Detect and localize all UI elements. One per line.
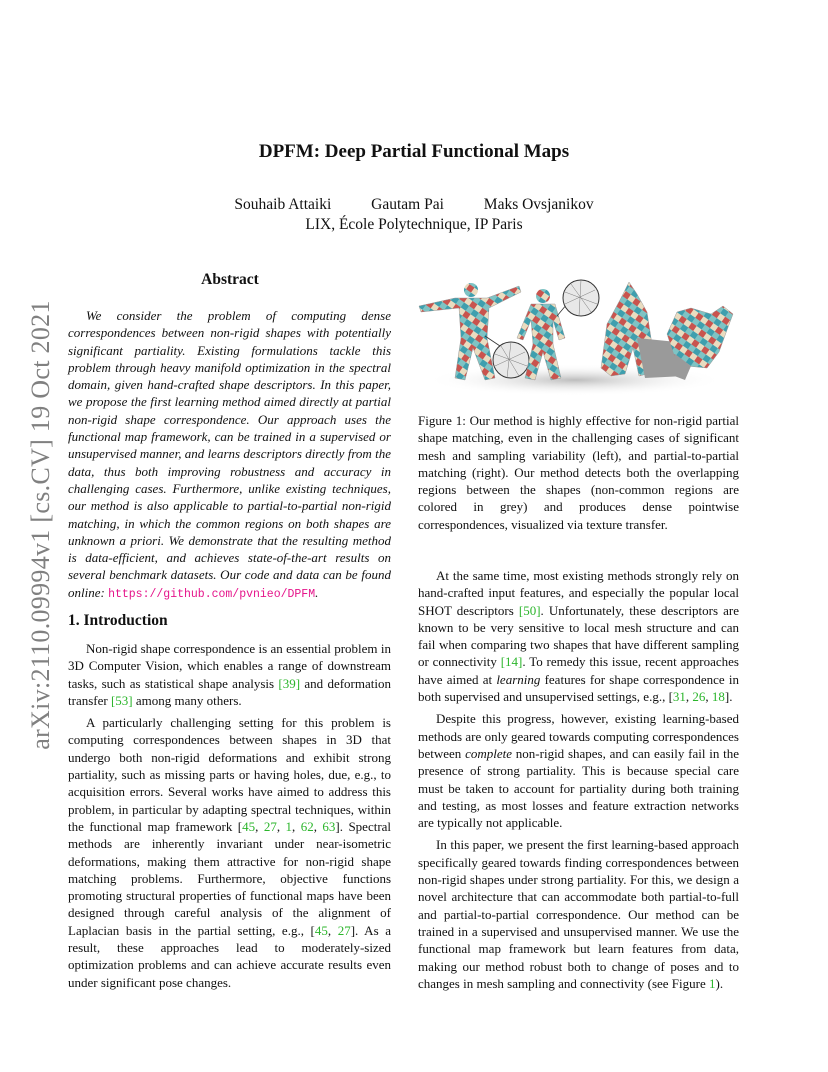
figure-1-image [415, 268, 740, 396]
arxiv-id: arXiv:2110.09994v1 [cs.CV] 19 Oct 2021 [26, 300, 55, 750]
author-name: Gautam Pai [371, 196, 444, 213]
dog-figure [667, 306, 733, 380]
right-column-body [418, 567, 739, 997]
paper-title: DPFM: Deep Partial Functional Maps [258, 141, 570, 162]
author-block [0, 195, 828, 235]
introduction-body [68, 640, 391, 996]
abstract-heading: Abstract [201, 271, 259, 288]
citation-link[interactable]: 26 [692, 689, 706, 705]
citation-link[interactable]: 18 [711, 689, 725, 705]
citation-link[interactable]: 31 [672, 689, 686, 705]
citation-link[interactable]: [53] [110, 692, 133, 708]
shape-matching-illustration [415, 268, 740, 396]
intro-paragraph-1: Non-rigid shape correspondence is an essential problem in 3D Computer Vision, which enables a range of downstream tasks, such as statistical shape analysis [39] and deformation transfer [53] among many others. [68, 641, 391, 708]
intro-paragraph-2: A particularly challenging setting for this problem is computing correspondences between shapes in 3D that undergo both non-rigid deformations and exhibit strong partiality, such as missing parts or having holes, due, e.g., to acquisition errors. Several works have aimed to address this problem, in particular by adapting spectral techniques, within the functional map framework [45, 27, 1, 62, 63]. Spectral methods are inherently invariant under near-isometric deformations, making them attractive for non-rigid shape matching problems. Furthermore, objective functions promoting structural properties of functional maps have been designed through careful analysis of the alignment of Laplacian basis in the partial setting, e.g., [45, 27]. As a result, these approaches lead to moderately-sized optimization problems and can achieve accurate results even under significant pose changes. [68, 715, 392, 990]
code-link[interactable]: https://github.com/pvnieo/DPFM [108, 587, 316, 601]
right-paragraph-3: In this paper, we present the first learning-based approach specifically geared towards finding correspondences between non-rigid shapes under strong partiality. For this, we design a novel architecture that can accommodate both partial-to-full and partial-to-partial correspondence. Our method can be trained in a supervised and unsupervised manner. We use the functional map framework but learn features from data, making our method robust both to change of poses and to changes in mesh sampling and connectivity (see Figure 1). [418, 837, 739, 991]
figure-reference-link[interactable]: 1 [708, 975, 716, 991]
right-paragraph-2: Despite this progress, however, existing learning-based methods are only geared towards computing correspondences between complete non-rigid shapes, and can easily fail in the presence of strong partiality. This is because special care must be taken to account for partiality during both training and testing, as most losses and feature extraction networks are typically not applicable. [418, 711, 739, 831]
citation-link[interactable]: 45 [242, 818, 256, 834]
citation-link[interactable]: 27 [263, 818, 277, 834]
citation-link[interactable]: 27 [337, 922, 351, 938]
arxiv-stamp [20, 290, 62, 760]
zoom-circle-2 [557, 280, 599, 316]
abstract-body [68, 307, 391, 603]
citation-link[interactable]: 62 [300, 818, 314, 834]
citation-link[interactable]: [50] [518, 602, 541, 618]
abstract-text: We consider the problem of computing dense correspondences between non-rigid shapes with potentially significant partiality. Existing formulations tackle this problem through heavy manifold optimization in the spectral domain, given hand-crafted shape descriptors. In this paper, we propose the first learning method aimed directly at partial non-rigid shape correspondence. Our approach uses the functional map framework, can be trained in a supervised or unsupervised manner, and learns descriptors directly from the data, thus both improving robustness and accuracy in challenging cases. Furthermore, unlike existing techniques, our method is also applicable to partial-to-partial non-rigid matching, in which the common regions on both shapes are unknown a priori. We demonstrate that the resulting method is data-efficient, and achieves state-of-the-art results on several benchmark datasets. Our code and data can be found online: [68, 308, 391, 600]
figure-1-caption: Figure 1: Our method is highly effective for non-rigid partial shape matching, even in the challenging cases of significant mesh and sampling variability (left), and partial-to-partial matching (right). Our method detects both the overlapping regions between the shapes (non-common regions are colored in grey) and produces dense pointwise correspondences, visualized via texture transfer. [418, 413, 739, 532]
citation-link[interactable]: [14] [500, 654, 523, 670]
affiliation: LIX, École Polytechnique, IP Paris [305, 216, 523, 233]
citation-link[interactable]: [39] [278, 675, 301, 691]
citation-link[interactable]: 63 [322, 818, 336, 834]
abstract-end: . [315, 584, 319, 600]
citation-link[interactable]: 1 [285, 818, 293, 834]
citation-link[interactable]: 45 [314, 922, 328, 938]
section-heading-introduction: 1. Introduction [68, 612, 168, 629]
author-name: Souhaib Attaiki [234, 196, 332, 213]
author-name: Maks Ovsjanikov [483, 196, 594, 213]
right-paragraph-1: At the same time, most existing methods strongly rely on hand-crafted input features, and especially the popular local SHOT descriptors [50]. Unfortunately, these descriptors are known to be very sensitive to local mesh structure and can fail when comparing two shapes that have different sampling or connectivity [14]. To remedy this issue, recent approaches have aimed at learning features for shape correspondence in both supervised and unsupervised settings, e.g., [31, 26, 18]. [418, 568, 739, 705]
